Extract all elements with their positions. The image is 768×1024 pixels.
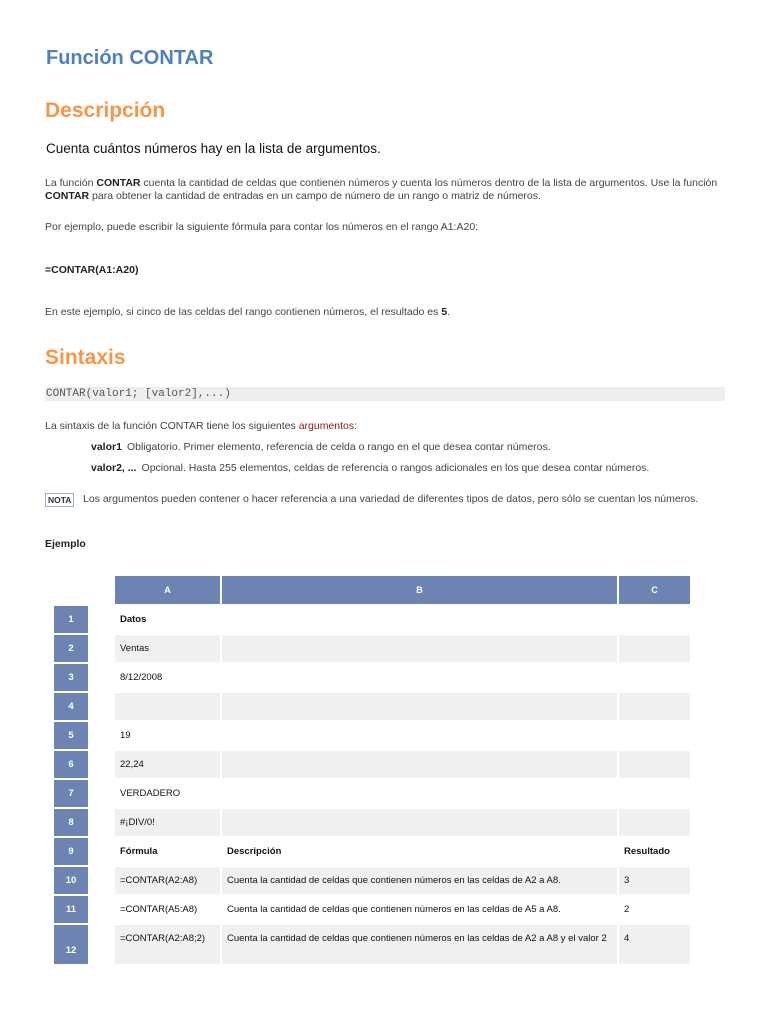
table-cell-a [115, 693, 220, 720]
paragraph-text: cuenta la cantidad de celdas que contienen números y cuenta los números dentro de la lista de argumentos. Use la función [140, 177, 718, 189]
row-number: 1 [54, 606, 88, 633]
row-number: 11 [54, 896, 88, 923]
page-title: Función CONTAR [46, 47, 214, 69]
table-cell-a: Datos [120, 614, 147, 625]
argument-description: Opcional. Hasta 255 elementos, celdas de referencia o rangos adicionales en los que desea contar números. [141, 462, 650, 474]
paragraph-intro [45, 177, 725, 203]
paragraph-result [45, 306, 725, 319]
table-cell-b [222, 635, 617, 662]
syntax-intro [45, 420, 725, 433]
table-cell-b [222, 606, 617, 633]
column-header-a: A [115, 576, 220, 604]
argument-item [91, 441, 551, 453]
lead-sentence: Cuenta cuántos números hay en la lista de argumentos. [46, 141, 381, 156]
argument-name: valor1 [91, 441, 122, 453]
row-number: 6 [54, 751, 88, 778]
table-cell-c [619, 693, 690, 720]
table-cell-a: 19 [120, 730, 131, 741]
paragraph-text: La sintaxis de la función CONTAR tiene los siguientes [45, 420, 299, 432]
syntax-code: CONTAR(valor1; [valor2],...) [45, 387, 725, 401]
section-heading-descripcion: Descripción [45, 99, 166, 122]
table-cell-c [619, 751, 690, 778]
paragraph-example: Por ejemplo, puede escribir la siguiente fórmula para contar los números en el rango A1:A20: [45, 221, 479, 233]
table-cell-b: Cuenta la cantidad de celdas que contienen números en las celdas de A2 a A8 y el valor 2 [222, 925, 617, 964]
row-number: 10 [54, 867, 88, 894]
table-cell-b [222, 780, 617, 807]
table-cell-b [222, 751, 617, 778]
table-cell-a: VERDADERO [120, 788, 181, 799]
paragraph-text: para obtener la cantidad de entradas en un campo de número de un rango o matriz de números. [89, 190, 541, 202]
table-cell-c [619, 664, 690, 691]
table-cell-c [619, 606, 690, 633]
note-text: Los argumentos pueden contener o hacer referencia a una variedad de diferentes tipos de datos, pero sólo se cuentan los números. [83, 493, 699, 505]
row-number: 12 [54, 925, 88, 964]
table-cell-a: 22,24 [115, 751, 220, 778]
paragraph-text: La función [45, 177, 97, 189]
row-number: 7 [54, 780, 88, 807]
table-cell-c: 2 [624, 904, 630, 915]
table-cell-c [619, 780, 690, 807]
row-number: 8 [54, 809, 88, 836]
paragraph-text: : [354, 420, 358, 432]
section-heading-sintaxis: Sintaxis [45, 346, 126, 369]
note-badge: NOTA [45, 493, 74, 507]
table-cell-a: =CONTAR(A5:A8) [120, 904, 198, 915]
paragraph-text: En este ejemplo, si cinco de las celdas del rango contienen números, el resultado es [45, 306, 442, 318]
column-header-b: B [222, 576, 617, 604]
column-header-c: C [619, 576, 690, 604]
table-cell-a: Ventas [115, 635, 220, 662]
table-cell-b [222, 664, 617, 691]
table-cell-a: #¡DIV/0! [115, 809, 220, 836]
table-cell-c [619, 635, 690, 662]
table-cell-b [222, 809, 617, 836]
example-heading: Ejemplo [45, 538, 86, 550]
result-value: 5 [441, 306, 448, 318]
table-cell-c: 3 [619, 867, 690, 894]
table-cell-b: Cuenta la cantidad de celdas que contienen números en las celdas de A5 a A8. [227, 904, 561, 915]
table-cell-b: Cuenta la cantidad de celdas que contienen números en las celdas de A2 a A8. [222, 867, 617, 894]
argument-item [91, 462, 649, 474]
row-number: 3 [54, 664, 88, 691]
row-number: 4 [54, 693, 88, 720]
argumentos-link[interactable]: argumentos [298, 420, 355, 432]
table-cell-a: =CONTAR(A2:A8;2) [115, 925, 220, 964]
row-number: 5 [54, 722, 88, 749]
function-name: CONTAR [96, 177, 141, 189]
table-cell-a: Fórmula [120, 846, 158, 857]
table-cell-b: Descripción [227, 846, 282, 857]
table-cell-c [619, 722, 690, 749]
argument-description: Obligatorio. Primer elemento, referencia de celda o rango en el que desea contar números. [126, 441, 551, 453]
function-name: CONTAR [45, 190, 90, 202]
example-formula: =CONTAR(A1:A20) [45, 264, 139, 276]
table-cell-c [619, 809, 690, 836]
row-number: 2 [54, 635, 88, 662]
table-cell-b [222, 693, 617, 720]
row-number: 9 [54, 838, 88, 865]
table-cell-c: 4 [619, 925, 690, 964]
table-cell-a: =CONTAR(A2:A8) [115, 867, 220, 894]
table-cell-c: Resultado [624, 846, 670, 857]
table-cell-a: 8/12/2008 [120, 672, 163, 683]
argument-name: valor2, ... [91, 462, 137, 474]
paragraph-text: . [447, 306, 451, 318]
table-cell-b [222, 722, 617, 749]
